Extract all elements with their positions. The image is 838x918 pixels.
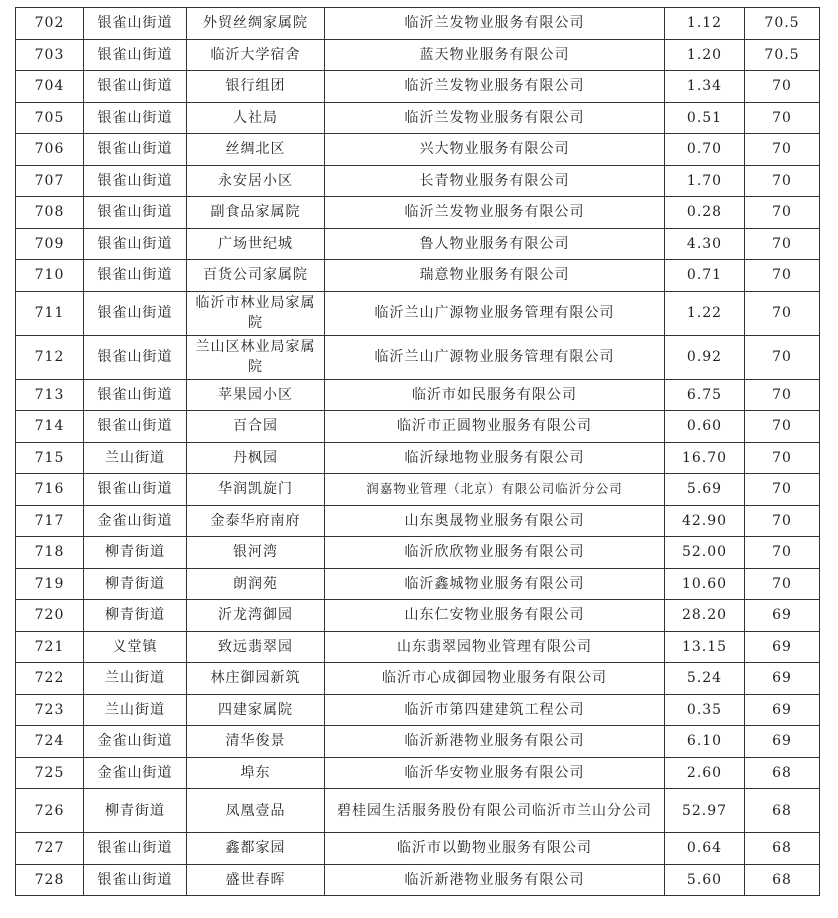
row-number-cell: 723: [16, 694, 84, 726]
table-row: [16, 757, 820, 789]
street-cell: 金雀山街道: [84, 505, 187, 537]
row-number-cell: 727: [16, 833, 84, 865]
row-number-cell: 712: [16, 335, 84, 379]
row-number-cell: 704: [16, 71, 84, 103]
community-cell: 凤凰壹品: [187, 789, 325, 833]
table-row: [16, 726, 820, 758]
street-cell: 银雀山街道: [84, 102, 187, 134]
score-cell: 70: [745, 228, 820, 260]
street-cell: 银雀山街道: [84, 228, 187, 260]
table-row: [16, 442, 820, 474]
row-number-cell: 715: [16, 442, 84, 474]
community-cell: 临沂大学宿舍: [187, 39, 325, 71]
community-cell: 丝绸北区: [187, 134, 325, 166]
street-cell: 银雀山街道: [84, 197, 187, 229]
table-row: [16, 8, 820, 40]
table-row: [16, 474, 820, 506]
row-number-cell: 716: [16, 474, 84, 506]
company-cell: 临沂兰山广源物业服务管理有限公司: [325, 291, 665, 335]
area-cell: 0.28: [665, 197, 745, 229]
community-cell: 广场世纪城: [187, 228, 325, 260]
area-cell: 0.64: [665, 833, 745, 865]
company-cell: 山东奥晟物业服务有限公司: [325, 505, 665, 537]
company-cell: 临沂欣欣物业服务有限公司: [325, 537, 665, 569]
area-cell: 5.24: [665, 663, 745, 695]
area-cell: 6.10: [665, 726, 745, 758]
street-cell: 银雀山街道: [84, 411, 187, 443]
community-cell: 朗润苑: [187, 568, 325, 600]
row-number-cell: 726: [16, 789, 84, 833]
table-row: [16, 134, 820, 166]
score-cell: 70: [745, 442, 820, 474]
row-number-cell: 702: [16, 8, 84, 40]
area-cell: 42.90: [665, 505, 745, 537]
table-row: [16, 102, 820, 134]
score-cell: 68: [745, 789, 820, 833]
table-row: [16, 291, 820, 335]
community-cell: 林庄御园新筑: [187, 663, 325, 695]
score-cell: 68: [745, 833, 820, 865]
area-cell: 10.60: [665, 568, 745, 600]
table-row: [16, 197, 820, 229]
street-cell: 银雀山街道: [84, 291, 187, 335]
score-cell: 70: [745, 379, 820, 411]
row-number-cell: 705: [16, 102, 84, 134]
company-cell: 长青物业服务有限公司: [325, 165, 665, 197]
company-cell: 山东翡翠园物业管理有限公司: [325, 631, 665, 663]
street-cell: 银雀山街道: [84, 39, 187, 71]
company-cell: 瑞意物业服务有限公司: [325, 260, 665, 292]
company-cell: 兴大物业服务有限公司: [325, 134, 665, 166]
row-number-cell: 717: [16, 505, 84, 537]
table-row: [16, 864, 820, 896]
area-cell: 1.12: [665, 8, 745, 40]
community-cell: 百合园: [187, 411, 325, 443]
property-rating-table: [15, 7, 820, 896]
community-cell: 永安居小区: [187, 165, 325, 197]
community-cell: 副食品家属院: [187, 197, 325, 229]
street-cell: 兰山街道: [84, 442, 187, 474]
table-row: [16, 505, 820, 537]
community-cell: 华润凯旋门: [187, 474, 325, 506]
street-cell: 兰山街道: [84, 663, 187, 695]
company-cell: 鲁人物业服务有限公司: [325, 228, 665, 260]
community-cell: 外贸丝绸家属院: [187, 8, 325, 40]
company-cell: 临沂新港物业服务有限公司: [325, 726, 665, 758]
area-cell: 0.60: [665, 411, 745, 443]
row-number-cell: 713: [16, 379, 84, 411]
street-cell: 银雀山街道: [84, 260, 187, 292]
company-cell: 临沂绿地物业服务有限公司: [325, 442, 665, 474]
community-cell: 人社局: [187, 102, 325, 134]
street-cell: 银雀山街道: [84, 134, 187, 166]
row-number-cell: 708: [16, 197, 84, 229]
community-cell: 埠东: [187, 757, 325, 789]
area-cell: 28.20: [665, 600, 745, 632]
table-row: [16, 228, 820, 260]
row-number-cell: 724: [16, 726, 84, 758]
community-cell: 鑫都家园: [187, 833, 325, 865]
row-number-cell: 709: [16, 228, 84, 260]
row-number-cell: 714: [16, 411, 84, 443]
table-row: [16, 694, 820, 726]
row-number-cell: 703: [16, 39, 84, 71]
area-cell: 0.51: [665, 102, 745, 134]
row-number-cell: 707: [16, 165, 84, 197]
community-cell: 清华俊景: [187, 726, 325, 758]
community-cell: 银河湾: [187, 537, 325, 569]
table-row: [16, 411, 820, 443]
score-cell: 70: [745, 165, 820, 197]
score-cell: 69: [745, 600, 820, 632]
table-row: [16, 600, 820, 632]
area-cell: 0.35: [665, 694, 745, 726]
street-cell: 银雀山街道: [84, 474, 187, 506]
company-cell: 山东仁安物业服务有限公司: [325, 600, 665, 632]
score-cell: 70: [745, 291, 820, 335]
area-cell: 52.00: [665, 537, 745, 569]
table-row: [16, 39, 820, 71]
company-cell: 临沂市第四建建筑工程公司: [325, 694, 665, 726]
company-cell: 临沂兰发物业服务有限公司: [325, 8, 665, 40]
score-cell: 69: [745, 694, 820, 726]
company-cell: 碧桂园生活服务股份有限公司临沂市兰山分公司: [325, 789, 665, 833]
community-cell: 丹枫园: [187, 442, 325, 474]
community-cell: 致远翡翠园: [187, 631, 325, 663]
community-cell: 百货公司家属院: [187, 260, 325, 292]
street-cell: 柳青街道: [84, 537, 187, 569]
street-cell: 金雀山街道: [84, 726, 187, 758]
company-cell: 润嘉物业管理（北京）有限公司临沂分公司: [325, 474, 665, 506]
score-cell: 70.5: [745, 39, 820, 71]
table-row: [16, 71, 820, 103]
area-cell: 2.60: [665, 757, 745, 789]
table-row: [16, 165, 820, 197]
row-number-cell: 706: [16, 134, 84, 166]
score-cell: 70: [745, 102, 820, 134]
score-cell: 70: [745, 537, 820, 569]
company-cell: 临沂兰发物业服务有限公司: [325, 71, 665, 103]
table-row: [16, 335, 820, 379]
score-cell: 70: [745, 71, 820, 103]
table-row: [16, 537, 820, 569]
area-cell: 6.75: [665, 379, 745, 411]
street-cell: 兰山街道: [84, 694, 187, 726]
area-cell: 0.71: [665, 260, 745, 292]
row-number-cell: 719: [16, 568, 84, 600]
street-cell: 柳青街道: [84, 600, 187, 632]
row-number-cell: 710: [16, 260, 84, 292]
area-cell: 0.92: [665, 335, 745, 379]
area-cell: 1.34: [665, 71, 745, 103]
score-cell: 70: [745, 505, 820, 537]
row-number-cell: 711: [16, 291, 84, 335]
company-cell: 临沂市如民服务有限公司: [325, 379, 665, 411]
score-cell: 70: [745, 568, 820, 600]
street-cell: 柳青街道: [84, 568, 187, 600]
table-body: [16, 8, 820, 896]
company-cell: 临沂华安物业服务有限公司: [325, 757, 665, 789]
community-cell: 四建家属院: [187, 694, 325, 726]
street-cell: 银雀山街道: [84, 165, 187, 197]
area-cell: 1.22: [665, 291, 745, 335]
score-cell: 69: [745, 663, 820, 695]
community-cell: 金泰华府南府: [187, 505, 325, 537]
score-cell: 70: [745, 335, 820, 379]
community-cell: 银行组团: [187, 71, 325, 103]
row-number-cell: 718: [16, 537, 84, 569]
score-cell: 70: [745, 474, 820, 506]
street-cell: 银雀山街道: [84, 8, 187, 40]
table-row: [16, 379, 820, 411]
row-number-cell: 728: [16, 864, 84, 896]
area-cell: 5.69: [665, 474, 745, 506]
score-cell: 70: [745, 260, 820, 292]
table-row: [16, 631, 820, 663]
company-cell: 临沂市心成御园物业服务有限公司: [325, 663, 665, 695]
score-cell: 70: [745, 197, 820, 229]
street-cell: 金雀山街道: [84, 757, 187, 789]
street-cell: 银雀山街道: [84, 379, 187, 411]
table-row: [16, 663, 820, 695]
company-cell: 临沂新港物业服务有限公司: [325, 864, 665, 896]
community-cell: 兰山区林业局家属院: [187, 335, 325, 379]
score-cell: 70.5: [745, 8, 820, 40]
community-cell: 沂龙湾御园: [187, 600, 325, 632]
community-cell: 盛世春晖: [187, 864, 325, 896]
area-cell: 4.30: [665, 228, 745, 260]
company-cell: 临沂兰山广源物业服务管理有限公司: [325, 335, 665, 379]
row-number-cell: 722: [16, 663, 84, 695]
row-number-cell: 725: [16, 757, 84, 789]
company-cell: 临沂市正圆物业服务有限公司: [325, 411, 665, 443]
community-cell: 临沂市林业局家属院: [187, 291, 325, 335]
company-cell: 临沂市以勤物业服务有限公司: [325, 833, 665, 865]
company-cell: 临沂兰发物业服务有限公司: [325, 197, 665, 229]
row-number-cell: 720: [16, 600, 84, 632]
table-row: [16, 789, 820, 833]
area-cell: 5.60: [665, 864, 745, 896]
table-row: [16, 260, 820, 292]
table-row: [16, 833, 820, 865]
street-cell: 银雀山街道: [84, 71, 187, 103]
area-cell: 16.70: [665, 442, 745, 474]
score-cell: 70: [745, 134, 820, 166]
company-cell: 临沂鑫城物业服务有限公司: [325, 568, 665, 600]
score-cell: 69: [745, 726, 820, 758]
score-cell: 70: [745, 411, 820, 443]
area-cell: 1.70: [665, 165, 745, 197]
street-cell: 义堂镇: [84, 631, 187, 663]
area-cell: 13.15: [665, 631, 745, 663]
company-cell: 临沂兰发物业服务有限公司: [325, 102, 665, 134]
company-cell: 蓝天物业服务有限公司: [325, 39, 665, 71]
street-cell: 银雀山街道: [84, 335, 187, 379]
row-number-cell: 721: [16, 631, 84, 663]
score-cell: 68: [745, 757, 820, 789]
street-cell: 柳青街道: [84, 789, 187, 833]
street-cell: 银雀山街道: [84, 833, 187, 865]
area-cell: 52.97: [665, 789, 745, 833]
score-cell: 69: [745, 631, 820, 663]
score-cell: 68: [745, 864, 820, 896]
street-cell: 银雀山街道: [84, 864, 187, 896]
area-cell: 1.20: [665, 39, 745, 71]
area-cell: 0.70: [665, 134, 745, 166]
community-cell: 苹果园小区: [187, 379, 325, 411]
table-row: [16, 568, 820, 600]
